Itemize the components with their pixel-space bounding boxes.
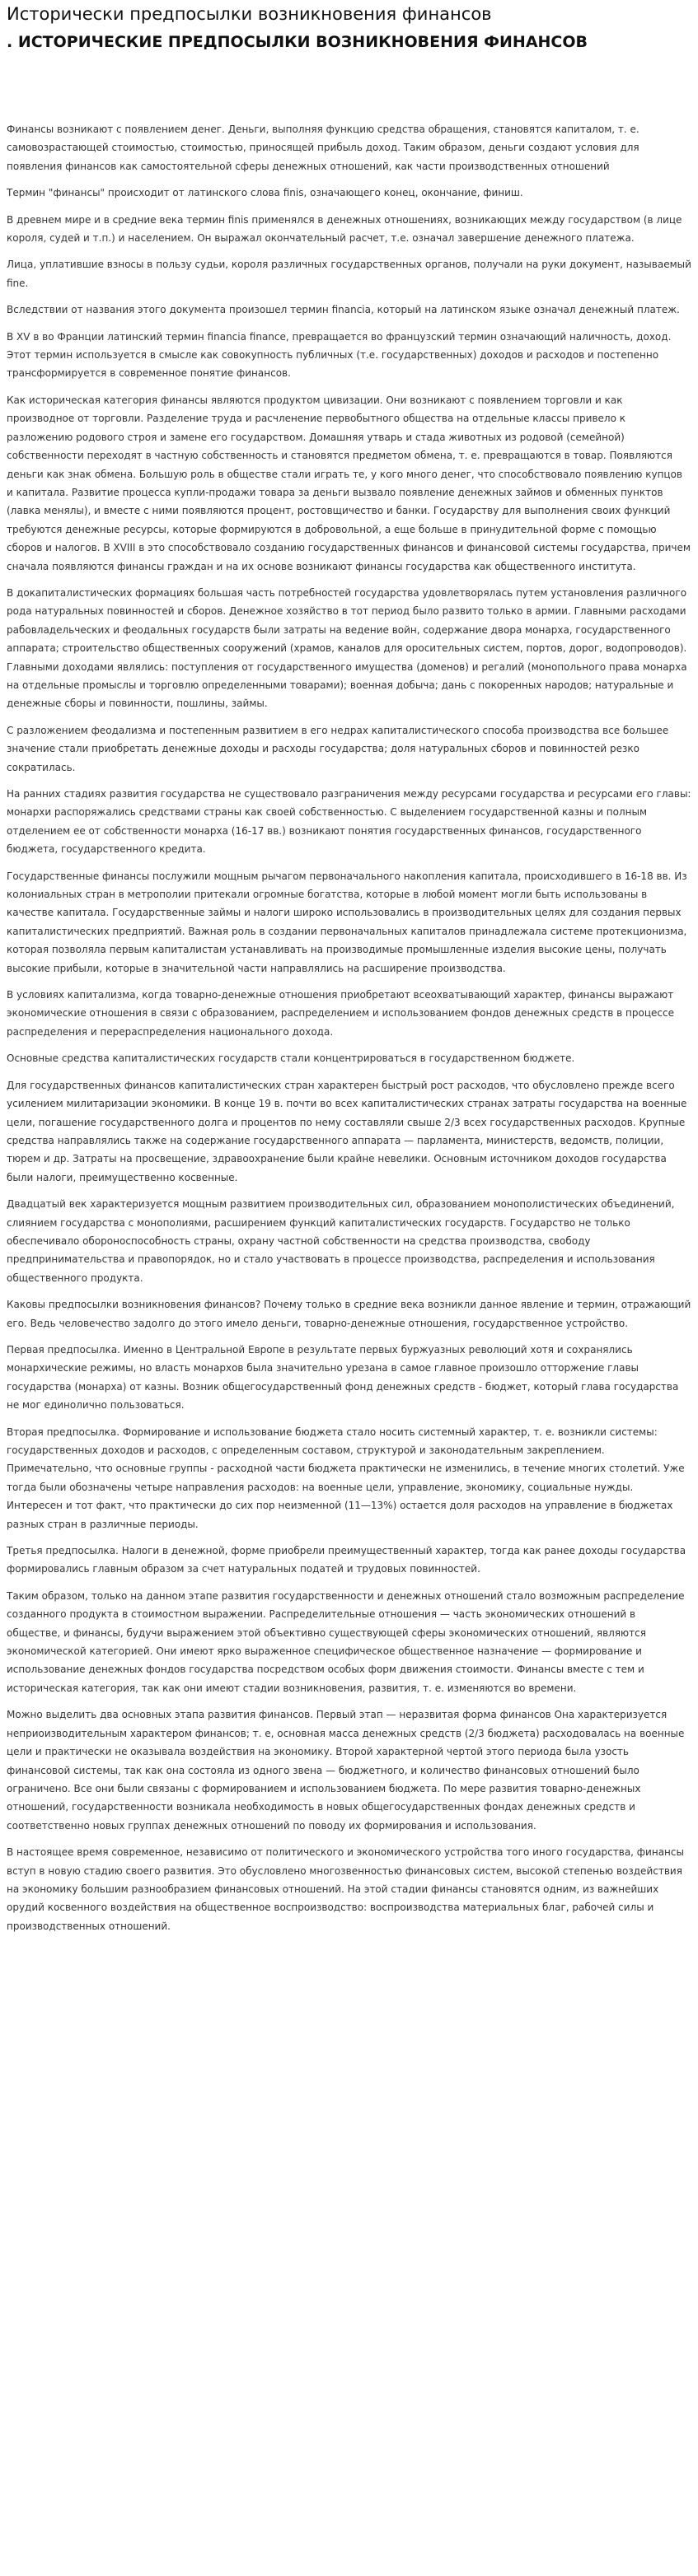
- article-body: [7, 120, 691, 1935]
- paragraph: Каковы предпосылки возникновения финансов? Почему только в средние века возникли данное явление и термин, отражающий его. Ведь человечество задолго до этого имело деньги, товарно-денежные отношения, государственное устройство.: [7, 1299, 691, 1329]
- paragraph: Третья предпосылка. Налоги в денежной, форме приобрели преимущественный характер, тогда как ранее доходы государства формировались главным образом за счет натуральных податей и трудовых повинностей.: [7, 1545, 686, 1575]
- paragraph: В XV в во Франции латинский термин financia finance, превращается во французский термин означающий наличность, доход. Этот термин используется в смысле как совокупность публичных (т.е. государственных) доходов и расходов и постепенно трансформируется в современное понятие финансов.: [7, 330, 672, 380]
- paragraph: Термин "финансы" происходит от латинского слова finis, означающего конец, окончание, финиш.: [7, 187, 523, 199]
- paragraph: В докапиталистических формациях большая часть потребностей государства удовлетворялась путем установления различного рода натуральных повинностей и сборов. Денежное хозяйство в тот период было развито только в армии. Главными расходами рабовладельческих и феодальных государств были затраты на ведение войн, содержание двора монарха, государственного аппарата; строительство общественных сооружений (храмов, каналов для оросительных систем, портов, дорог, водопроводов). Главными доходами являлись: поступления от государственного имущества (доменов) и регалий (монопольного права монарха на отдельные промыслы и торговлю определенными товарами); военная добыча; дань с покоренных народов; натуральные и денежные сборы и повинности, пошлины, займы.: [7, 586, 687, 710]
- paragraph: Финансы возникают с появлением денег. Деньги, выполняя функцию средства обращения, становятся капиталом, т. е. самовозрастающей стоимостью, стоимостью, приносящей прибыль доход. Таким образом, деньги создают условия для появления финансов как самостоятельной сферы денежных отношений, как части производственных отношений: [7, 124, 639, 172]
- paragraph: С разложением феодализма и постепенным развитием в его недрах капиталистического способа производства все большее значение стали приобретать денежные доходы и расходы государства; доля натуральных сборов и повинностей резко сократилась.: [7, 724, 669, 773]
- article: [0, 3, 698, 1935]
- paragraph: Вследствии от названия этого документа произошел термин financia, который на латинском языке означал денежный платеж.: [7, 304, 680, 316]
- paragraph: Можно выделить два основных этапа развития финансов. Первый этап — неразвитая форма финансов Она характеризуется неприоизводительным характером финансов; т. е, основная масса денежных средств (2/3 бюджета) расходовалась на военные цели и практически не оказывала воздействия на экономику. Второй характерной чертой этого периода была узость финансовой системы, так как она состояла из одного звена — бюджетного, и количество финансовых отношений было ограничено. Все они были связаны с формированием и использованием бюджета. По мере развития товарно-денежных отношений, государственности возникала необходимость в новых общегосударственных фондах денежных средств и соответственно новых группах денежных отношений по поводу их формирования и использования.: [7, 1709, 685, 1832]
- paragraph: На ранних стадиях развития государства не существовало разграничения между ресурсами государства и ресурсами его главы: монархи распоряжались средствами страны как своей собственностью. С выделением государственной казны и полным отделением ее от собственности монарха (16-17 вв.) возникают понятия государственных финансов, государственного бюджета, государственного кредита.: [7, 788, 691, 856]
- paragraph: Таким образом, только на данном этапе развития государственности и денежных отношений стало возможным распределение созданного продукта в стоимостном выражении. Распределительные отношения — часть экономических отношений в обществе, и финансы, будучи выражением этой объективно существующей сферы экономических отношений, являются экономической категорией. Они имеют ярко выраженное специфическое общественное назначение — формирование и использование денежных фондов государства посредством особых форм движения стоимости. Финансы вместе с тем и историческая категория, так как они имеют стадии возникновения, развития, т. е. изменяются во времени.: [7, 1589, 685, 1694]
- paragraph: Лица, уплатившие взносы в пользу судьи, короля различных государственных органов, получали на руки документ, называемый fine.: [7, 259, 691, 289]
- paragraph: Двадцатый век характеризуется мощным развитием производительных сил, образованием монополистических объединений, слиянием государства с монополиями, расширением функций капиталистических государств. Государство не только обеспечивало обороноспособность страны, охрану частной собственности на средства производства, свободу предпринимательства и правопорядок, но и стало участвовать в процессе производства, распределения и использования общественного продукта.: [7, 1198, 675, 1284]
- paragraph: Государственные финансы послужили мощным рычагом первоначального накопления капитала, происходившего в 16-18 вв. Из колониальных стран в метрополии притекали огромные богатства, которые в любой момент могли быть использованы в качестве капитала. Государственные займы и налоги широко использовались в производительных целях для создания первых капиталистических предприятий. Важная роль в создании первоначальных капиталов принадлежала системе протекционизма, которая позволяла первым капиталистам устанавливать на производимые промышленные изделия высокие цены, получать высокие прибыли, которые в значительной части направлялись на расширение производства.: [7, 870, 687, 974]
- paragraph: Как историческая категория финансы являются продуктом цивизации. Они возникают с появлением торговли и как производное от торговли. Разделение труда и расчленение первобытного общества на отдельные классы привело к разложению родового строя и замене его государством. Домашняя утварь и стада животных из родовой (семейной) собственности переходят в частную собственность и становятся предметом обмена, т. е. превращаются в товар. Появляются деньги как знак обмена. Большую роль в обществе стали играть те, у кого много денег, что способствовало появлению купцов и капитала. Развитие процесса купли-продажи товара за деньги вызвало появление денежных займов и обменных пунктов (лавка менялы), и вместе с ними появляются процент, ростовщичество и банки. Государству для выполнения своих функций требуются денежные ресурсы, которые формируются в добровольной, а еще больше в принудительной форме с помощью сборов и налогов. В XVIII в это способствовало созданию государственных финансов и финансовой системы государства, причем сначала появляются финансы граждан и на их основе возникают финансы государства как общественного института.: [7, 394, 691, 572]
- paragraph: В древнем мире и в средние века термин finis применялся в денежных отношениях, возникающих между государством (в лице короля, судей и т.п.) и населением. Он выражал окончательный расчет, т.е. означал завершение денежного платежа.: [7, 213, 682, 245]
- section-heading: . ИСТОРИЧЕСКИЕ ПРЕДПОСЫЛКИ ВОЗНИКНОВЕНИЯ ФИНАНСОВ: [7, 33, 588, 51]
- paragraph: Основные средства капиталистических государств стали концентрироваться в государственном бюджете.: [7, 1052, 575, 1065]
- paragraph: Первая предпосылка. Именно в Центральной Европе в результате первых буржуазных революций хотя и сохранялись монархические режимы, но власть монархов была значительно урезана в самое главное произошло отторжение главы государства (монарха) от казны. Возник общегосударственный фонд денежных средств - бюджет, который глава государства не мог единолично пользоваться.: [7, 1343, 679, 1412]
- paragraph: Вторая предпосылка. Формирование и использование бюджета стало носить системный характер, т. е. возникли системы: государственных доходов и расходов, с определенным составом, структурой и законодательным закреплением. Примечательно, что основные группы - расходной части бюджета практически не изменились, в течение многих столетий. Уже тогда были обозначены четыре направления расходов: на военные цели, управление, экономику, социальные нужды. Интересен и тот факт, что практически до сих пор неизменной (11—13%) остается доля расходов на управление в бюджетах разных стран в различные периоды.: [7, 1426, 685, 1530]
- paragraph: Для государственных финансов капиталистических стран характерен быстрый рост расходов, что обусловлено прежде всего усилением милитаризации экономики. В конце 19 в. почти во всех капиталистических странах затраты государства на военные цели, погашение государственного долга и процентов по нему составляли свыше 2/3 всех государственных расходов. Крупные средства направлялись также на содержание государственного аппарата — парламента, министерств, ведомств, полиции, тюрем и др. Затраты на просвещение, здравоохранение были крайне невелики. Основным источником доходов государства были налоги, преимущественно косвенные.: [7, 1079, 687, 1183]
- paragraph: В условиях капитализма, когда товарно-денежные отношения приобретают всеохватывающий характер, финансы выражают экономические отношения в связи с образованием, распределением и использованием фондов денежных средств в процессе распределения и перераспределения национального дохода.: [7, 989, 674, 1038]
- page-title: Исторически предпосылки возникновения финансов: [7, 4, 492, 24]
- paragraph: В настоящее время современное, независимо от политического и экономического устройства того иного государства, финансы вступ в новую стадию своего развития. Это обусловлено многозвенностью финансовых систем, высокой степенью воздействия на экономику большим разнообразием финансовых отношений. На этой стадии финансы становятся одним, из важнейших орудий косвенного воздействия на общественное воспроизводство: воспроизводства материальных благ, рабочей силы и производственных отношений.: [7, 1846, 684, 1932]
